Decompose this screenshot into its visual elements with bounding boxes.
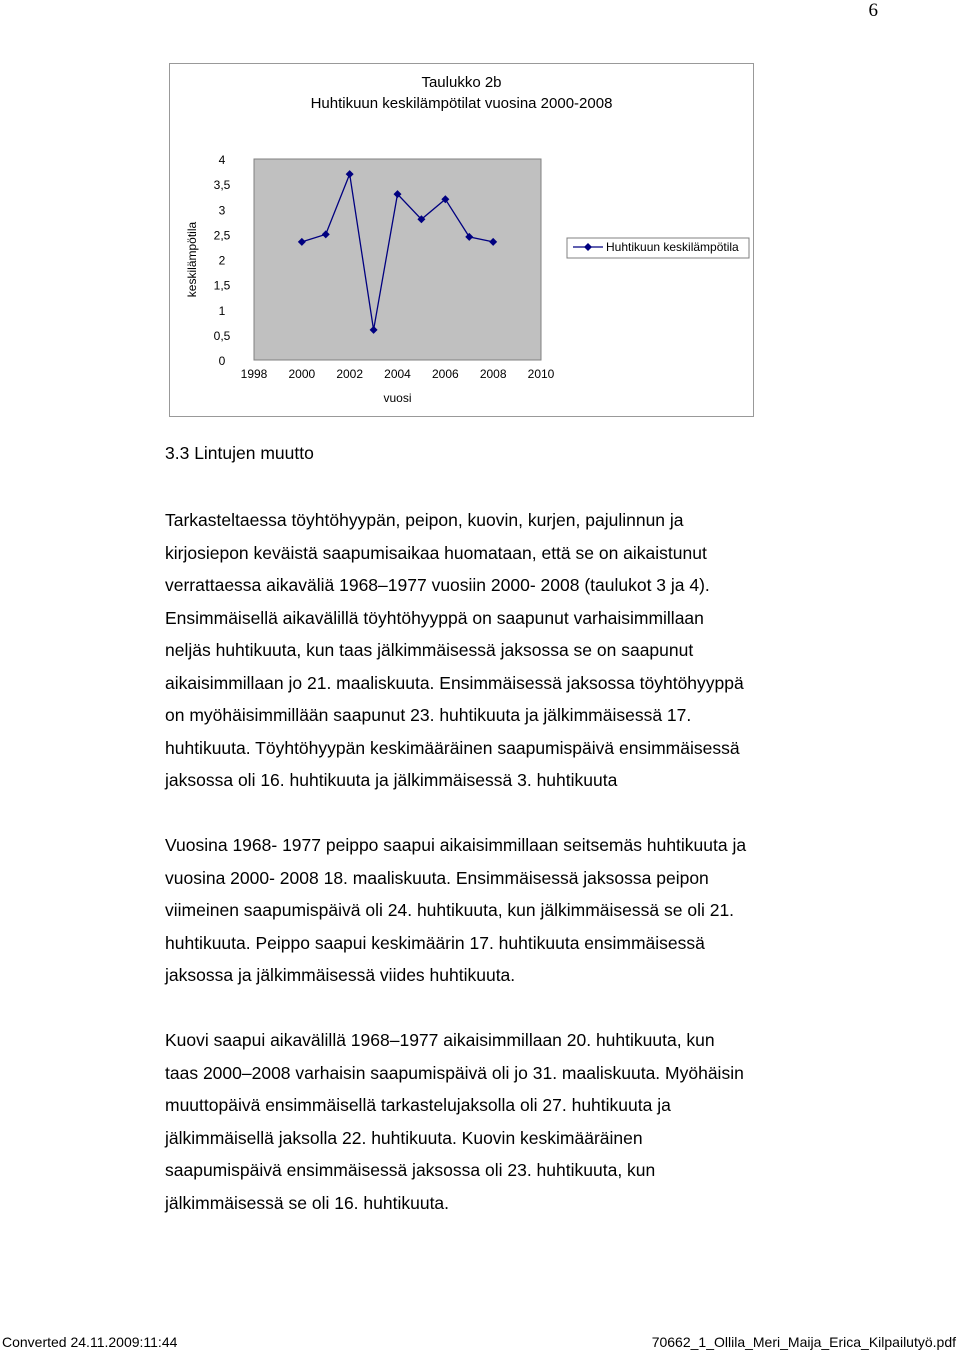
x-axis-title: vuosi xyxy=(383,391,412,405)
text-line: vuosina 2000- 2008 18. maaliskuuta. Ensimmäisessä jaksossa peipon xyxy=(165,867,709,888)
y-tick-label: 1 xyxy=(218,303,226,318)
text-line: viimeinen saapumispäivä oli 24. huhtikuuta, kun jälkimmäisessä se oli 21. xyxy=(165,900,735,920)
text-line: neljäs huhtikuuta, kun taas jälkimmäisessä jaksossa se on saapunut xyxy=(165,640,694,660)
footer-converted-date: Converted 24.11.2009:11:44 xyxy=(2,1334,178,1350)
plot-area xyxy=(254,159,541,360)
y-axis-title: keskilämpötila xyxy=(185,221,199,298)
text-line: jälkimmäisellä jaksolla 22. huhtikuuta. Kuovin keskimääräinen xyxy=(165,1127,643,1148)
text-line: on myöhäisimmillään saapunut 23. huhtikuuta ja jälkimmäisessä 17. xyxy=(165,705,692,725)
chart-frame xyxy=(169,63,754,417)
x-tick-label: 2008 xyxy=(479,367,507,381)
x-tick-label: 2000 xyxy=(288,367,316,381)
y-tick-label: 2 xyxy=(218,253,226,268)
chart-title-line1: Taulukko 2b xyxy=(421,74,502,91)
x-tick-label: 2010 xyxy=(527,367,555,381)
text-line: Ensimmäisellä aikavälillä töyhtöhyyppä on saapunut varhaisimmillaan xyxy=(165,607,704,628)
paragraph-1 xyxy=(165,504,805,797)
text-line: Kuovi saapui aikavälillä 1968–1977 aikaisimmillaan 20. huhtikuuta, kun xyxy=(165,1030,715,1050)
y-tick-label: 0,5 xyxy=(213,328,231,343)
text-line: verrattaessa aikaväliä 1968–1977 vuosiin 2000- 2008 (taulukot 3 ja 4). xyxy=(165,575,710,595)
y-tick-label: 3 xyxy=(218,203,226,218)
x-tick-label: 2004 xyxy=(384,367,411,381)
text-line: kirjosiepon keväistä saapumisaikaa huomataan, että se on aikaistunut xyxy=(165,542,707,563)
footer-filename: 70662_1_Ollila_Meri_Maija_Erica_Kilpailutyö.pdf xyxy=(651,1334,956,1350)
text-line: Tarkasteltaessa töyhtöhyypän, peipon, kuovin, kurjen, pajulinnun ja xyxy=(165,510,684,530)
paragraph-2 xyxy=(165,829,805,992)
line-chart xyxy=(170,64,753,416)
text-line: muuttopäivä ensimmäisellä tarkastelujaksolla oli 27. huhtikuuta ja xyxy=(165,1095,671,1115)
text-line: saapumispäivä ensimmäisessä jaksossa oli 23. huhtikuuta, kun xyxy=(165,1160,656,1180)
text-line: jaksossa oli 16. huhtikuuta ja jälkimmäisessä 3. huhtikuuta xyxy=(165,770,618,790)
paragraph-3 xyxy=(165,1024,805,1219)
y-tick-label: 0 xyxy=(218,354,226,368)
y-tick-label: 2,5 xyxy=(213,228,231,243)
y-tick-label: 4 xyxy=(218,153,226,167)
text-line: Vuosina 1968- 1977 peippo saapui aikaisimmillaan seitsemäs huhtikuuta ja xyxy=(165,835,747,855)
text-line: huhtikuuta. Peippo saapui keskimäärin 17. huhtikuuta ensimmäisessä xyxy=(165,932,705,953)
section-heading: 3.3 Lintujen muutto xyxy=(165,443,314,463)
y-tick-label: 3,5 xyxy=(213,178,231,193)
text-line: aikaisimmillaan jo 21. maaliskuuta. Ensimmäisessä jaksossa töyhtöhyyppä xyxy=(165,672,744,693)
chart-title-line2: Huhtikuun keskilämpötilat vuosina 2000-2008 xyxy=(310,95,613,112)
page-number: 6 xyxy=(868,0,878,21)
x-tick-label: 2002 xyxy=(336,367,364,381)
y-tick-label: 1,5 xyxy=(213,278,231,293)
legend-label: Huhtikuun keskilämpötila xyxy=(606,240,739,254)
text-line: jaksossa ja jälkimmäisessä viides huhtikuuta. xyxy=(165,965,516,985)
text-line: taas 2000–2008 varhaisin saapumispäivä oli jo 31. maaliskuuta. Myöhäisin xyxy=(165,1062,744,1083)
x-tick-label: 1998 xyxy=(240,367,268,381)
text-line: huhtikuuta. Töyhtöhyypän keskimääräinen saapumispäivä ensimmäisessä xyxy=(165,737,740,758)
text-line: jälkimmäisessä se oli 16. huhtikuuta. xyxy=(165,1192,450,1213)
x-tick-label: 2006 xyxy=(431,367,459,381)
